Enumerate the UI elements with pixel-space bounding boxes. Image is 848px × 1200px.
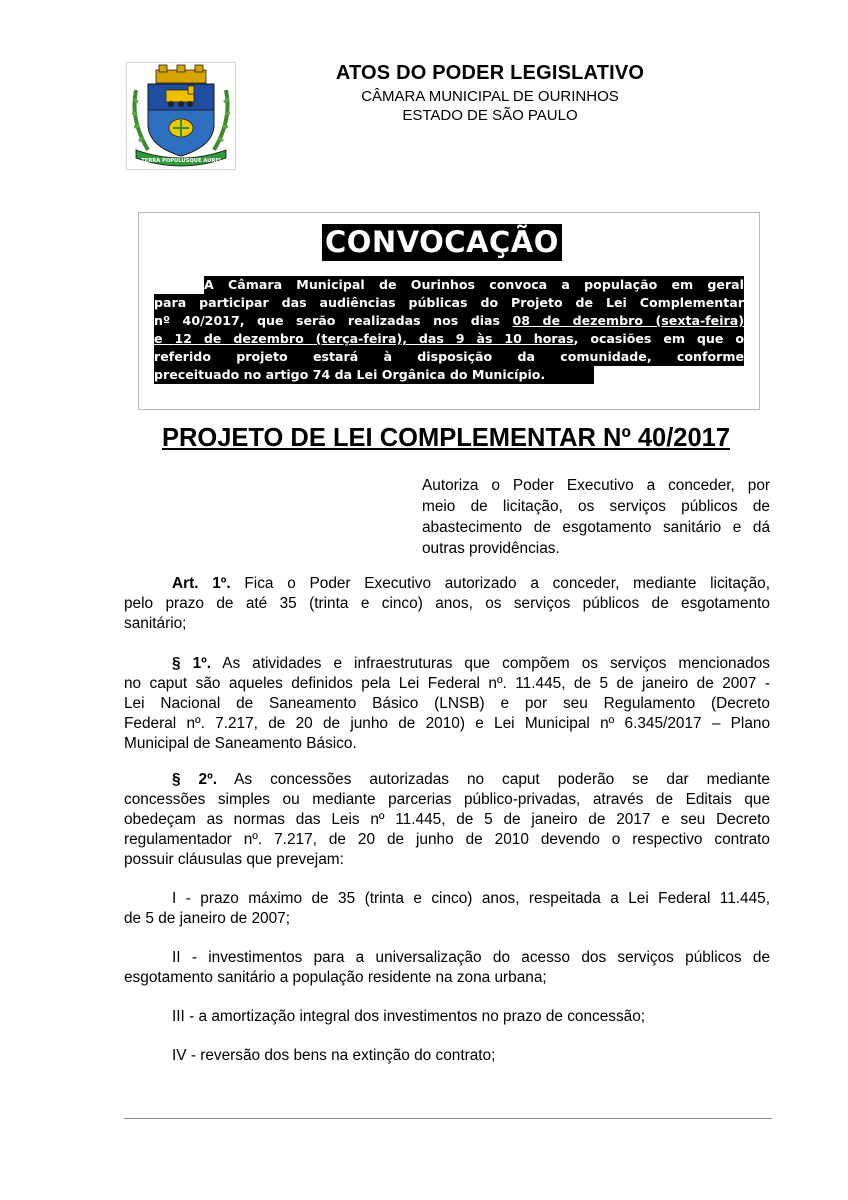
convocation-line-1: A Câmara Municipal de Ourinhos convoca a população em geral xyxy=(204,277,744,292)
par1-line-1: § 1º. As atividades e infraestruturas que compõem os serviços mencionados xyxy=(172,655,770,672)
ementa-line-3: abastecimento de esgotamento sanitário e dá xyxy=(422,519,770,536)
par2-line-2: concessões simples ou mediante parcerias público-privadas, através de Editais que xyxy=(124,791,770,808)
inciso-1-line-2: de 5 de janeiro de 2007; xyxy=(124,910,291,927)
art1-line-2: pelo prazo de até 35 (trinta e cinco) anos, os serviços públicos de esgotamento xyxy=(124,595,770,612)
ementa-line-2: meio de licitação, os serviços públicos de xyxy=(422,498,770,515)
par1-line-5: Municipal de Saneamento Básico. xyxy=(124,735,357,752)
bill-title: PROJETO DE LEI COMPLEMENTAR Nº 40/2017 xyxy=(161,424,731,452)
inciso-2-line-1: II - investimentos para a universalização do acesso dos serviços públicos de xyxy=(172,949,770,966)
par2-line-3: obedeçam as normas das Leis nº 11.445, de 5 de janeiro de 2017 e seu Decreto xyxy=(124,811,770,828)
par1-line-3: Lei Nacional de Saneamento Básico (LNSB) e por seu Regulamento (Decreto xyxy=(124,695,770,712)
inciso-2-line-2: esgotamento sanitário a população residente na zona urbana; xyxy=(124,969,547,986)
convocation-line-4: e 12 de dezembro (terça-feira), das 9 às 10 horas, ocasiões em que o xyxy=(154,331,744,346)
footer-divider xyxy=(124,1118,772,1119)
art1-line-3: sanitário; xyxy=(124,615,187,632)
convocation-line-2: para participar das audiências públicas do Projeto de Lei Complementar xyxy=(154,295,744,310)
header-subtitle-chamber: CÂMARA MUNICIPAL DE OURINHOS xyxy=(361,88,619,105)
par2-line-4: regulamentador nº. 7.217, de 20 de junho de 2010 devendo o respectivo contrato xyxy=(124,831,770,848)
header-title: ATOS DO PODER LEGISLATIVO xyxy=(335,62,645,84)
convocation-title: CONVOCAÇÃO xyxy=(322,224,562,261)
inciso-4: IV - reversão dos bens na extinção do contrato; xyxy=(172,1047,496,1064)
inciso-3: III - a amortização integral dos investimentos no prazo de concessão; xyxy=(172,1008,646,1025)
par1-line-2: no caput são aqueles definidos pela Lei Federal nº. 11.445, de 5 de janeiro de 2007 - xyxy=(124,675,770,692)
par2-line-1: § 2º. As concessões autorizadas no caput poderão se dar mediante xyxy=(172,771,770,788)
inciso-1-line-1: I - prazo máximo de 35 (trinta e cinco) anos, respeitada a Lei Federal 11.445, xyxy=(172,890,770,907)
ementa-line-4: outras providências. xyxy=(422,540,560,557)
logo-motto: TERRA POPULUSQUE AUREI xyxy=(141,158,221,164)
convocation-line-6: preceituado no artigo 74 da Lei Orgânica do Município. xyxy=(154,366,594,384)
par1-line-4: Federal nº. 7.217, de 20 de junho de 2010) e Lei Municipal nº 6.345/2017 – Plano xyxy=(124,715,770,732)
header-subtitle-state: ESTADO DE SÃO PAULO xyxy=(402,107,578,124)
convocation-line-3: nº 40/2017, que serão realizadas nos dias 08 de dezembro (sexta-feira) xyxy=(154,313,744,328)
art1-line-1: Art. 1º. Fica o Poder Executivo autorizado a conceder, mediante licitação, xyxy=(172,575,770,592)
ementa-line-1: Autoriza o Poder Executivo a conceder, por xyxy=(422,477,770,494)
par2-line-5: possuir cláusulas que prevejam: xyxy=(124,851,344,868)
convocation-line-5: referido projeto estará à disposição da comunidade, conforme xyxy=(154,349,744,364)
municipal-coat-of-arms xyxy=(126,62,236,170)
